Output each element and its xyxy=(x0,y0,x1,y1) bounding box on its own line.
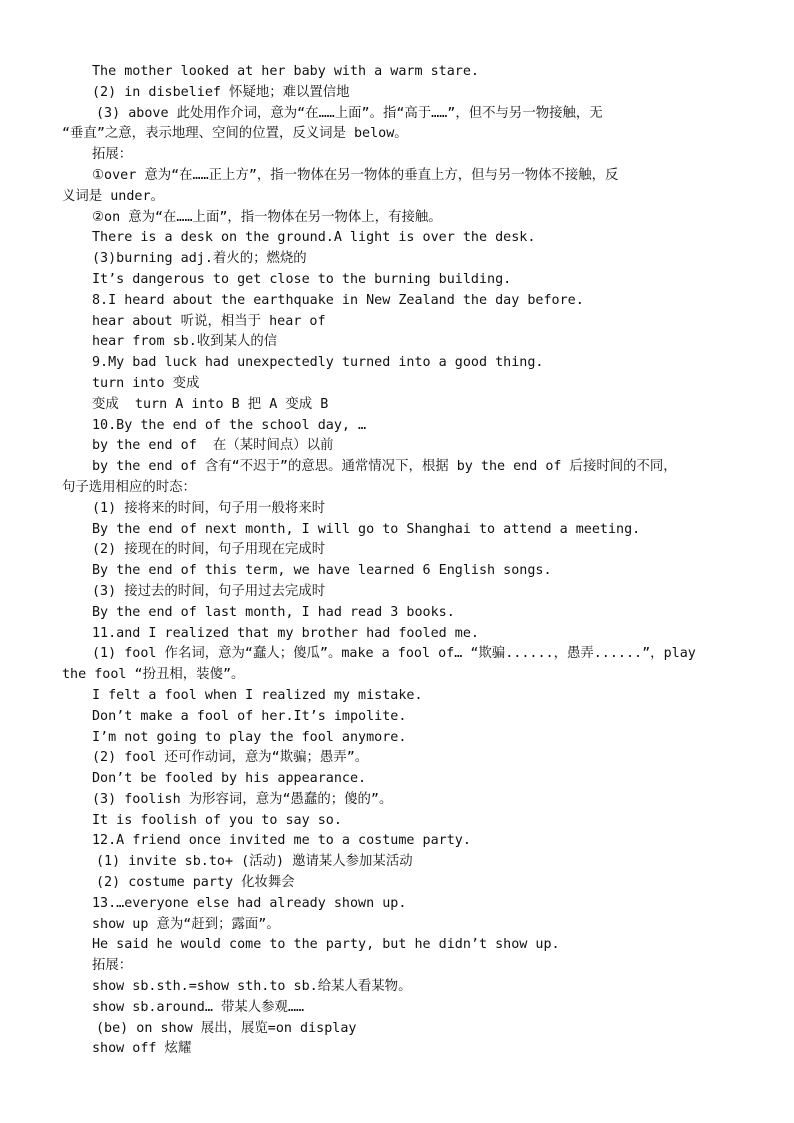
text-line: It’s dangerous to get close to the burning building. xyxy=(92,271,512,287)
text-line: The mother looked at her baby with a warm stare. xyxy=(92,64,479,79)
text-line: 变成 turn A into B 把 A 变成 B xyxy=(92,396,329,412)
document-page xyxy=(0,62,794,1060)
text-line: (1) fool 作名词，意为“蠢人；傻瓜”。make a fool of… “欺骗......，愚弄......”，play xyxy=(92,646,696,662)
text-line: There is a desk on the ground.A light is over the desk. xyxy=(92,230,536,246)
text-line: 13.…everyone else had already shown up. xyxy=(92,895,407,911)
text-line: (3)burning adj.着火的；燃烧的 xyxy=(92,251,307,267)
text-line: hear from sb.收到某人的信 xyxy=(92,334,278,350)
text-line: show sb.sth.=show sth.to sb.给某人看某物。 xyxy=(92,979,412,995)
text-line: the fool “扮丑相，装傻”。 xyxy=(62,667,245,683)
text-line: (2) 接现在的时间，句子用现在完成时 xyxy=(92,542,326,558)
text-line: By the end of last month, I had read 3 books. xyxy=(92,604,455,620)
text-line: 拓展： xyxy=(92,147,133,163)
text-line: ②on 意为“在……上面”，指一物体在另一物体上，有接触。 xyxy=(92,209,442,225)
text-line: by the end of 含有“不迟于”的意思。通常情况下，根据 by the end of 后接时间的不同， xyxy=(92,459,677,475)
text-line: (2) costume party 化妆舞会 xyxy=(96,875,295,891)
text-line: (3) 接过去的时间，句子用过去完成时 xyxy=(92,583,326,599)
text-line: by the end of 在（某时间点）以前 xyxy=(92,438,334,454)
text-line: (3) foolish 为形容词，意为“愚蠢的；傻的”。 xyxy=(92,791,393,807)
text-line: 10.By the end of the school day, … xyxy=(92,417,367,433)
text-line: (1) 接将来的时间，句子用一般将来时 xyxy=(92,500,326,516)
text-line: hear about 听说，相当于 hear of xyxy=(92,313,326,329)
text-line: 义词是 under。 xyxy=(62,188,164,204)
text-line: turn into 变成 xyxy=(92,375,200,391)
text-line: Don’t make a fool of her.It’s impolite. xyxy=(92,708,407,724)
text-line: 11.and I realized that my brother had fooled me. xyxy=(92,625,479,641)
text-line: 8.I heard about the earthquake in New Zealand the day before. xyxy=(92,292,584,308)
text-line: show off 炫耀 xyxy=(92,1041,192,1057)
text-line: (1) invite sb.to+ (活动) 邀请某人参加某活动 xyxy=(96,854,413,870)
text-line: 12.A friend once invited me to a costume party. xyxy=(92,833,471,849)
text-line: (2) fool 还可作动词，意为“欺骗；愚弄”。 xyxy=(92,750,369,766)
text-line: It is foolish of you to say so. xyxy=(92,812,342,828)
text-line: “垂直”之意，表示地理、空间的位置，反义词是 below。 xyxy=(62,126,408,142)
text-line: By the end of this term, we have learned 6 English songs. xyxy=(92,563,552,579)
text-line: (2) in disbelief 怀疑地；难以置信地 xyxy=(92,84,350,100)
text-line: show sb.around… 带某人参观…… xyxy=(92,999,305,1015)
text-line: I felt a fool when I realized my mistake. xyxy=(92,687,423,703)
text-line: 9.My bad luck had unexpectedly turned into a good thing. xyxy=(92,355,544,371)
text-line: 拓展： xyxy=(92,958,133,974)
text-line: 句子选用相应的时态： xyxy=(62,479,196,495)
text-line: (3) above 此处用作介词，意为“在……上面”。指“高于……”，但不与另一物接触，无 xyxy=(96,105,603,121)
text-line: By the end of next month, I will go to Shanghai to attend a meeting. xyxy=(92,521,641,537)
text-line: ①over 意为“在……正上方”，指一物体在另一物体的垂直上方，但与另一物体不接触，反 xyxy=(92,167,619,183)
text-line: I’m not going to play the fool anymore. xyxy=(92,729,407,745)
text-line: Don’t be fooled by his appearance. xyxy=(92,771,367,787)
text-line: (be) on show 展出，展览=on display xyxy=(96,1020,357,1036)
text-line: show up 意为“赶到；露面”。 xyxy=(92,916,280,932)
text-line: He said he would come to the party, but he didn’t show up. xyxy=(92,937,560,953)
